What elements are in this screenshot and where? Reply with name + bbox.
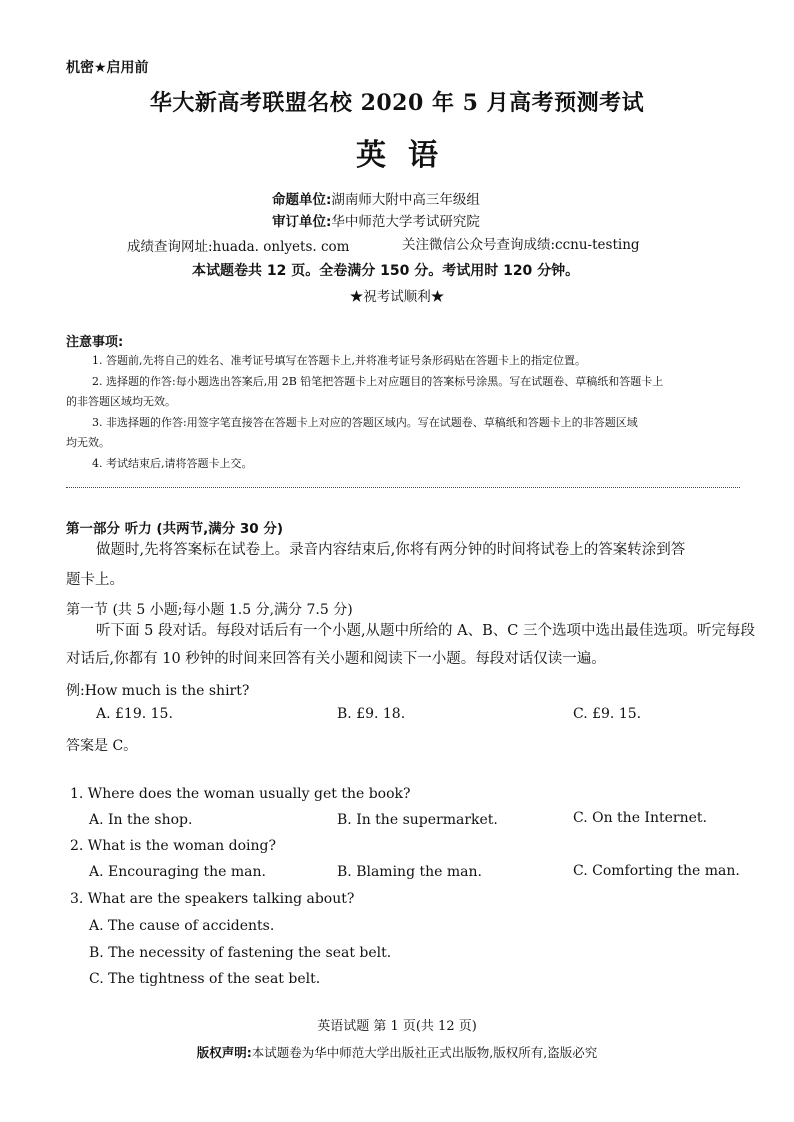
question-2-option-c: C. Comforting the man. [573, 863, 740, 879]
question-1-option-b: B. In the supermarket. [337, 812, 498, 828]
section1-heading: 第一节 (共 5 小题;每小题 1.5 分,满分 7.5 分) [66, 602, 353, 618]
dotted-divider [66, 487, 740, 488]
part1-heading: 第一部分 听力 (共两节,满分 30 分) [66, 521, 284, 537]
question-3-option-b: B. The necessity of fastening the seat belt. [89, 945, 392, 961]
example-option-c: C. £9. 15. [573, 706, 642, 722]
part1-intro: 做题时,先将答案标在试卷上。录音内容结束后,你将有两分钟的时间将试卷上的答案转涂到答 [96, 542, 686, 558]
question-2-option-a: A. Encouraging the man. [89, 864, 266, 880]
note-item: 1. 答题前,先将自己的姓名、准考证号填写在答题卡上,并将准考证号条形码贴在答题卡上的指定位置。 [92, 354, 586, 367]
question-3: 3. What are the speakers talking about? [70, 891, 355, 907]
question-3-option-c: C. The tightness of the seat belt. [89, 971, 321, 987]
author-line [272, 188, 480, 208]
review-line [272, 210, 480, 230]
note-item: 4. 考试结束后,请将答题卡上交。 [92, 457, 253, 470]
example-option-a: A. £19. 15. [96, 706, 173, 722]
copyright-notice [0, 1043, 794, 1061]
note-item: 的非答题区域均无效。 [66, 395, 176, 408]
copyright-key: 版权声明: [196, 1045, 252, 1060]
section1-instructions: 对话后,你都有 10 秒钟的时间来回答有关小题和阅读下一小题。每段对话仅读一遍。 [66, 651, 606, 667]
question-1: 1. Where does the woman usually get the book? [70, 786, 411, 802]
part1-intro: 题卡上。 [66, 572, 124, 588]
question-1-option-a: A. In the shop. [89, 812, 193, 828]
note-item: 均无效。 [66, 436, 110, 449]
author-key: 命题单位: [272, 192, 332, 208]
example-answer: 答案是 C。 [66, 738, 138, 754]
notes-heading: 注意事项: [66, 335, 124, 350]
exam-title: 华大新高考联盟名校 2020 年 5 月高考预测考试 [149, 90, 645, 116]
note-item: 3. 非选择题的作答:用签字笔直接答在答题卡上对应的答题区域内。写在试题卷、草稿纸和答题卡上的非答题区域 [92, 416, 638, 429]
confidential-label: 机密★启用前 [66, 60, 149, 76]
subject-title: 英语 [356, 138, 460, 173]
review-value: 华中师范大学考试研究院 [331, 214, 480, 230]
exam-info: 本试题卷共 12 页。全卷满分 150 分。考试用时 120 分钟。 [192, 263, 580, 279]
good-luck: ★祝考试顺利★ [349, 289, 445, 305]
question-3-option-a: A. The cause of accidents. [89, 918, 275, 934]
review-key: 审订单位: [272, 214, 332, 230]
question-2-option-b: B. Blaming the man. [337, 864, 482, 880]
question-1-option-c: C. On the Internet. [573, 810, 707, 826]
page-footer: 英语试题 第 1 页(共 12 页) [317, 1019, 477, 1034]
example-option-b: B. £9. 18. [337, 706, 406, 722]
copyright-text: 本试题卷为华中师范大学出版社正式出版物,版权所有,盗版必究 [251, 1045, 598, 1060]
wechat-query: 关注微信公众号查询成绩:ccnu-testing [402, 237, 640, 253]
example-question: 例:How much is the shirt? [66, 683, 250, 699]
note-item: 2. 选择题的作答:每小题选出答案后,用 2B 铅笔把答题卡上对应题目的答案标号涂黑。写在试题卷、草稿纸和答题卡上 [92, 375, 664, 388]
question-2: 2. What is the woman doing? [70, 838, 276, 854]
author-value: 湖南师大附中高三年级组 [331, 192, 480, 208]
query-site: 成绩查询网址:huada. onlyets. com [127, 239, 350, 255]
section1-instructions: 听下面 5 段对话。每段对话后有一个小题,从题中所给的 A、B、C 三个选项中选出最佳选项。听完每段 [96, 623, 755, 639]
